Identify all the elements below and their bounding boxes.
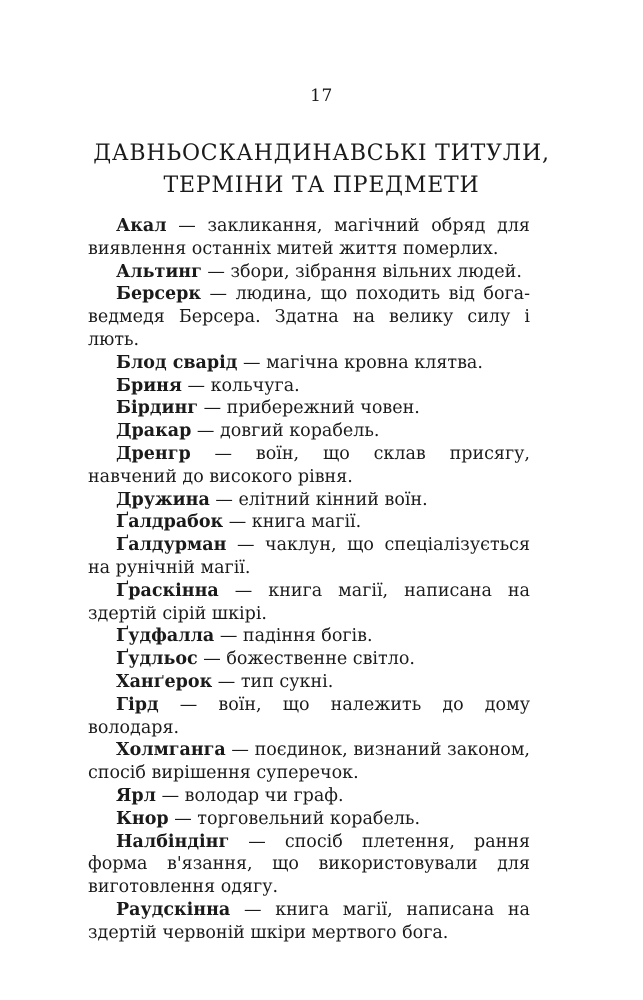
glossary-term: Бірдинг — [116, 398, 199, 419]
glossary-term: Берсерк — [116, 284, 201, 305]
glossary-entry — [88, 831, 530, 899]
term-separator: — — [230, 899, 276, 920]
glossary-definition: падіння богів. — [242, 626, 373, 647]
glossary-entry — [88, 534, 530, 580]
term-separator: — — [225, 740, 255, 761]
glossary-term: Блод сварід — [116, 352, 238, 373]
glossary-term: Дренгр — [116, 443, 191, 464]
glossary-term: Ґалдрабок — [116, 512, 224, 533]
glossary-term: Холмганга — [116, 740, 226, 761]
glossary-entry — [88, 352, 530, 375]
glossary-term: Ґраскінна — [116, 580, 219, 601]
term-separator: — — [209, 489, 239, 510]
term-separator: — — [218, 580, 269, 601]
term-separator: — — [229, 831, 285, 852]
glossary-entry — [88, 648, 530, 671]
term-separator: — — [168, 808, 198, 829]
glossary-definition: книга магії. — [251, 512, 362, 533]
glossary-definition: елітний кінний воїн. — [238, 489, 428, 510]
term-separator: — — [166, 216, 208, 236]
glossary-term: Бриня — [116, 375, 182, 396]
glossary-definition: поєдинок, визнаний законом, спосіб вирішення суперечок. — [88, 740, 530, 784]
glossary-definition: чаклун, що спеціалізується на рунічній магії. — [88, 535, 530, 578]
glossary-term: Ярл — [116, 785, 157, 806]
glossary-term: Налбіндінг — [116, 831, 230, 852]
term-separator: — — [201, 261, 231, 282]
glossary-entry — [88, 671, 530, 694]
glossary-definition: збори, зібрання вільних людей. — [230, 261, 522, 282]
glossary-entry — [88, 375, 530, 398]
term-separator: — — [201, 284, 236, 305]
glossary-definition: книга магії, написана на здертій сірій шкірі. — [88, 580, 530, 624]
chapter-title — [0, 138, 643, 202]
glossary-entry — [88, 694, 530, 740]
glossary-term: Кнор — [116, 808, 169, 829]
term-separator: — — [198, 398, 227, 419]
chapter-title-line-2: ТЕРМІНИ ТА ПРЕДМЕТИ — [163, 173, 480, 198]
glossary-definition: прибережний човен. — [226, 398, 420, 419]
chapter-title-line-1: ДАВНЬОСКАНДИНАВСЬКІ ТИТУЛИ, — [93, 141, 550, 166]
glossary-definition: воїн, що склав присягу, навчений до високого рівня. — [88, 443, 530, 487]
glossary-term: Альтинг — [116, 261, 202, 282]
term-separator: — — [212, 671, 241, 692]
term-separator: — — [158, 694, 219, 715]
glossary-entry — [88, 785, 530, 808]
term-separator: — — [181, 375, 211, 396]
glossary-definition: кольчуга. — [210, 375, 300, 396]
glossary-entry — [88, 625, 530, 648]
glossary-entry — [88, 808, 530, 831]
glossary-entry — [88, 739, 530, 785]
glossary-entry — [88, 397, 530, 420]
term-separator: — — [226, 535, 265, 556]
glossary-entry — [88, 511, 530, 534]
glossary-term: Ханґерок — [116, 671, 213, 692]
glossary-term: Ґудфалла — [116, 626, 215, 647]
glossary-term: Дружина — [116, 489, 210, 510]
glossary-term: Раудскінна — [116, 899, 231, 920]
page-number: 17 — [310, 86, 333, 106]
glossary-entry — [88, 580, 530, 626]
glossary-definition: торговельний корабель. — [197, 808, 421, 829]
term-separator: — — [223, 512, 252, 533]
glossary-entry — [88, 443, 530, 489]
glossary-definition: воїн, що належить до дому володаря. — [88, 694, 530, 738]
glossary-entry — [88, 215, 530, 261]
glossary-definition: володар чи граф. — [184, 785, 344, 806]
glossary-term: Ґалдурман — [116, 535, 227, 556]
term-separator: — — [190, 443, 256, 464]
term-separator: — — [156, 785, 185, 806]
glossary-entry — [88, 283, 530, 351]
glossary-definition: тип сукні. — [240, 671, 334, 692]
glossary-definition: книга магії, написана на здертій червоній шкіри мертвого бога. — [88, 899, 530, 943]
term-separator: — — [214, 626, 243, 647]
glossary-term: Ґудльос — [116, 649, 198, 670]
glossary-list — [88, 215, 530, 945]
glossary-entry — [88, 261, 530, 284]
glossary-term: Гірд — [116, 694, 159, 715]
glossary-term: Дракар — [116, 421, 192, 442]
glossary-definition: закликання, магічний обряд для виявлення останніх митей життя померлих. — [88, 216, 530, 259]
glossary-entry — [88, 420, 530, 443]
glossary-definition: спосіб плетення, рання форма в'язання, що використовували для виготовлення одягу. — [88, 831, 530, 898]
glossary-definition: божественне світло. — [226, 649, 415, 670]
term-separator: — — [237, 352, 267, 373]
glossary-definition: довгий корабель. — [220, 421, 380, 442]
glossary-definition: людина, що походить від бога-ведмедя Берсера. Здатна на велику силу і лють. — [88, 284, 530, 350]
term-separator: — — [191, 421, 220, 442]
glossary-term: Акал — [116, 216, 167, 236]
glossary-definition: магічна кровна клятва. — [266, 352, 483, 373]
term-separator: — — [197, 649, 227, 670]
glossary-entry — [88, 899, 530, 945]
glossary-entry — [88, 489, 530, 512]
